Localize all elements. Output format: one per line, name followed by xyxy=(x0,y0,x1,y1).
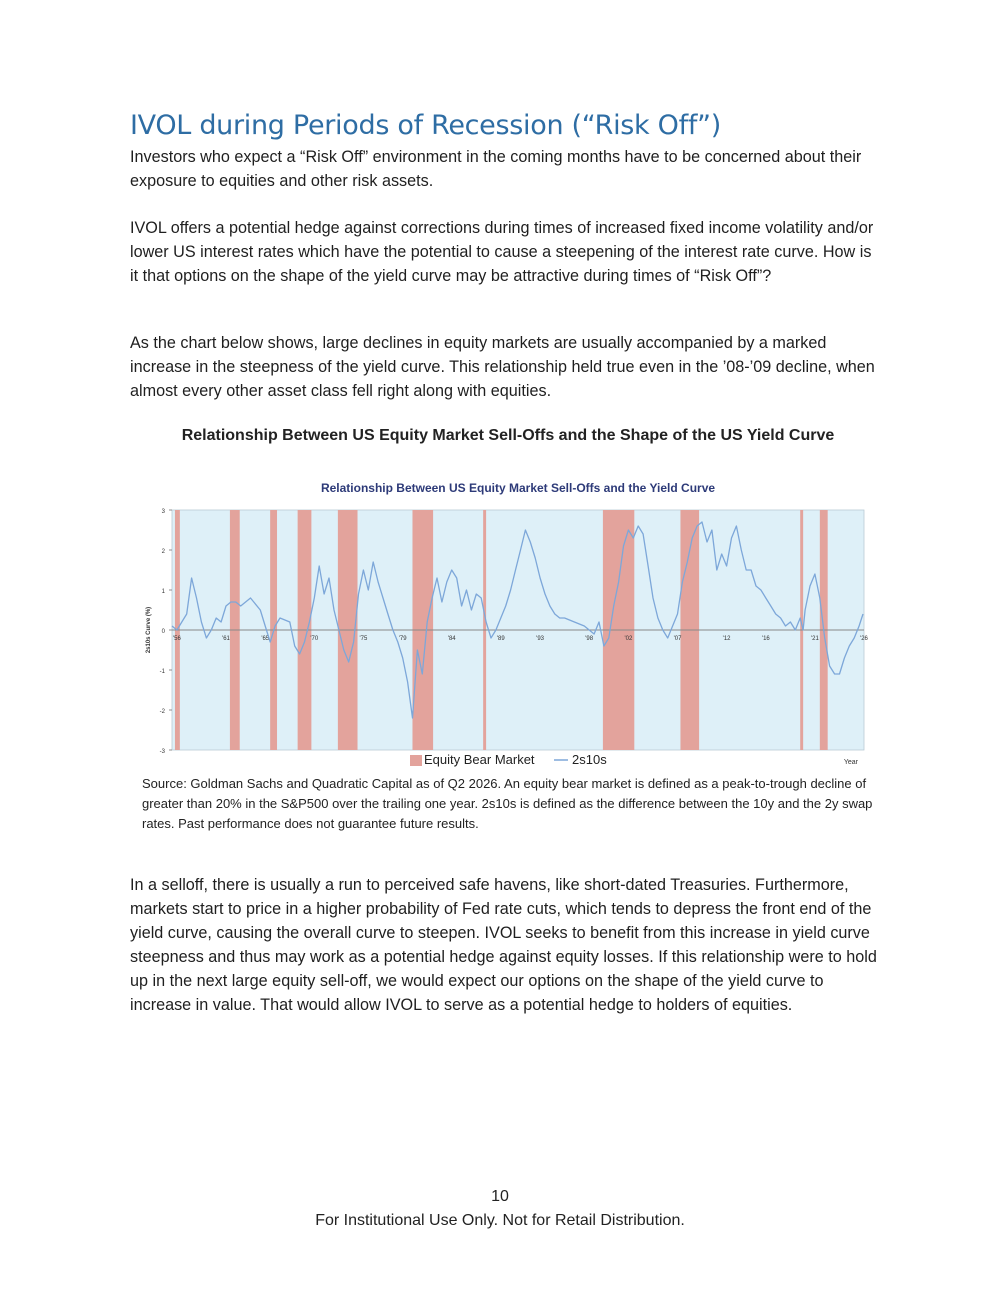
x-tick-label: '61 xyxy=(222,636,230,642)
x-tick-label: '16 xyxy=(761,636,770,642)
y-axis-label: 2s10s Curve (%) xyxy=(146,606,152,654)
x-tick-label: '02 xyxy=(624,636,633,642)
x-tick-label: '93 xyxy=(536,636,545,642)
yield-curve-chart xyxy=(142,470,872,770)
page-number: 10 xyxy=(491,1188,509,1205)
figure-title: Relationship Between US Equity Market Sell-Offs and the Shape of the US Yield Curve xyxy=(181,427,835,444)
source-note: Source: Goldman Sachs and Quadratic Capital as of Q2 2026. An equity bear market is defined as a peak-to-trough decline of greater than 20% in the S&P500 over the trailing one year. 2s10s is defined as the difference between the 10y and the 2y swap rates. Past performance does not guarantee future results. xyxy=(142,776,873,831)
hedge-paragraph: IVOL offers a potential hedge against corrections during times of increased fixed income volatility and/or lower US interest rates which have the potential to cause a steepening of the interest rate curve. How is it that options on the shape of the yield curve may be attractive during times of “Risk Off”? xyxy=(130,219,874,285)
x-axis-label: Year xyxy=(843,759,858,766)
y-tick-label: -3 xyxy=(159,749,165,755)
x-tick-label: '89 xyxy=(496,636,505,642)
x-tick-label: '65 xyxy=(261,636,270,642)
legend-label-series: 2s10s xyxy=(572,752,607,767)
chart-intro-paragraph: As the chart below shows, large declines in equity markets are usually accompanied by a marked increase in the steepness of the yield curve. This relationship held true even in the ’08-’09 decline, when almost every other asset class fell right along with equities. xyxy=(130,334,875,400)
x-tick-label: '07 xyxy=(673,636,682,642)
chart-svg xyxy=(142,470,872,770)
x-tick-label: '26 xyxy=(860,636,868,642)
y-tick-label: 0 xyxy=(161,629,165,635)
chart-title: Relationship Between US Equity Market Sell-Offs and the Yield Curve xyxy=(320,481,716,495)
y-tick-label: 2 xyxy=(161,549,165,555)
section-heading: IVOL during Periods of Recession (“Risk Off”) xyxy=(130,110,721,141)
intro-paragraph: Investors who expect a “Risk Off” environment in the coming months have to be concerned about their exposure to equities and other risk assets. xyxy=(130,148,862,190)
legend-swatch-bear xyxy=(410,755,422,766)
x-tick-label: '75 xyxy=(359,636,368,642)
x-tick-label: '79 xyxy=(398,636,407,642)
x-tick-label: '12 xyxy=(722,636,731,642)
x-tick-label: '21 xyxy=(811,636,819,642)
x-tick-label: '70 xyxy=(310,636,319,642)
y-tick-label: 3 xyxy=(161,509,165,515)
x-tick-label: '56 xyxy=(173,636,181,642)
legend-label-bear: Equity Bear Market xyxy=(424,752,535,767)
x-tick-label: '84 xyxy=(447,636,456,642)
selloff-paragraph: In a selloff, there is usually a run to perceived safe havens, like short-dated Treasuries. Furthermore, markets start to price in a higher probability of Fed rate cuts, which tends to depress the front end of the yield curve, causing the overall curve to steepen. IVOL seeks to benefit from this increase in yield curve steepness and thus may work as a potential hedge against equity losses. If this relationship were to hold up in the next large equity sell-off, we would expect our options on the shape of the yield curve to increase in value. That would allow IVOL to serve as a potential hedge to holders of equities. xyxy=(130,876,877,1014)
x-tick-label: '98 xyxy=(585,636,594,642)
y-tick-label: -1 xyxy=(159,669,165,675)
y-tick-label: -2 xyxy=(159,709,165,715)
distribution-note: For Institutional Use Only. Not for Retail Distribution. xyxy=(315,1212,685,1229)
y-tick-label: 1 xyxy=(161,589,165,595)
